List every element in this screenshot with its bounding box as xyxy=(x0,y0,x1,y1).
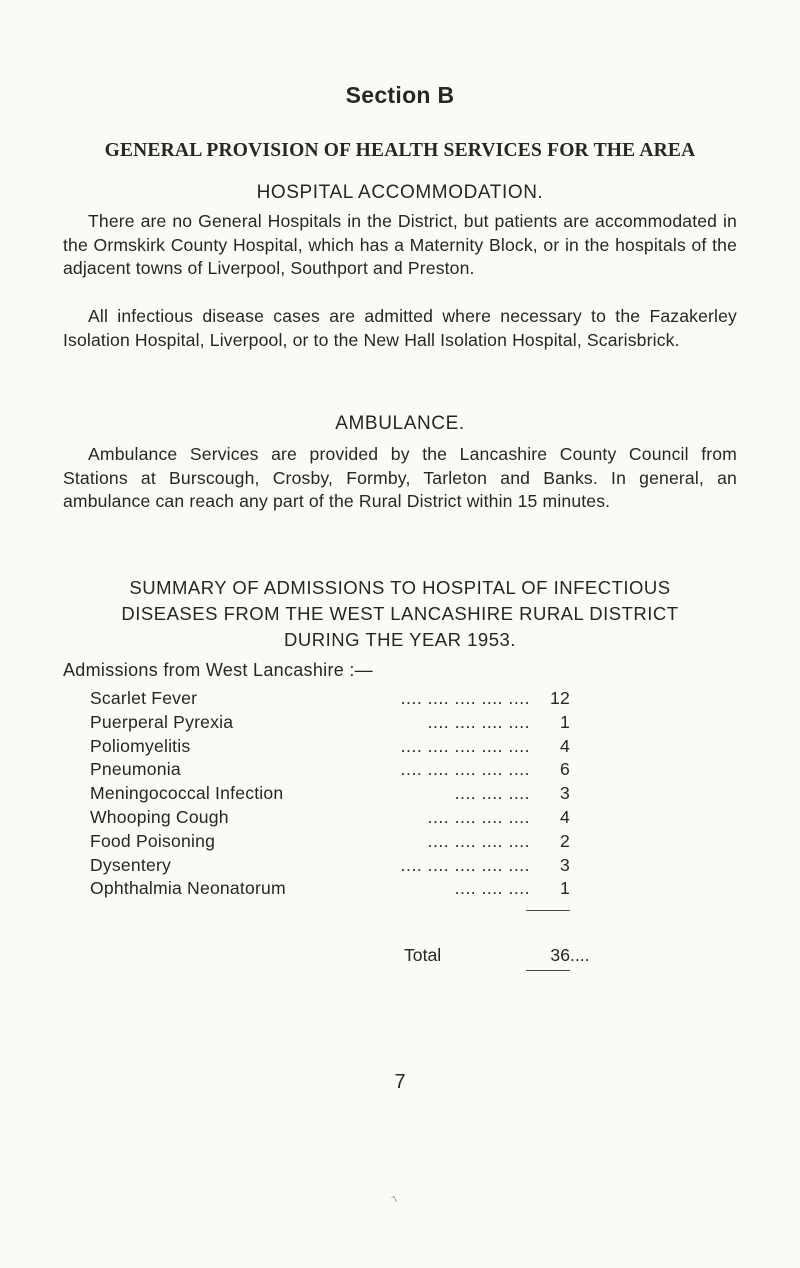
admissions-table xyxy=(90,687,570,901)
admission-count: 3 xyxy=(560,854,570,875)
leader-dots: .... .... .... .... .... xyxy=(400,759,530,780)
ambulance-paragraph: Ambulance Services are provided by the Lancashire County Council from Stations at Burscough, Crosby, Formby, Tarleton and Banks. In general, an ambulance can reach any part of the Rural District within 15 minutes. xyxy=(63,444,737,511)
provision-title: GENERAL PROVISION OF HEALTH SERVICES FOR THE AREA xyxy=(104,140,696,161)
table-row xyxy=(90,735,570,759)
total-row xyxy=(90,943,590,967)
hospital-paragraph-1: There are no General Hospitals in the District, but patients are accommodated in the Ormskirk County Hospital, which has a Maternity Block, or in the hospitals of the adjacent towns of Liverpool, Southport and Preston. xyxy=(63,211,737,278)
hospital-paragraph-2: All infectious disease cases are admitted where necessary to the Fazakerley Isolation Hospital, Liverpool, or to the New Hall Isolation Hospital, Scarisbrick. xyxy=(63,306,737,350)
total-rule-bottom xyxy=(526,970,570,971)
admission-count: 3 xyxy=(560,783,570,804)
leader-dots: .... xyxy=(570,945,590,965)
summary-title-line-2: DISEASES FROM THE WEST LANCASHIRE RURAL DISTRICT xyxy=(121,603,679,624)
leader-dots: .... .... .... .... xyxy=(427,711,530,732)
admission-count: 4 xyxy=(560,806,570,827)
total-label: Total xyxy=(404,945,442,965)
leader-dots: .... .... .... .... xyxy=(427,830,530,851)
admission-count: 4 xyxy=(560,735,570,756)
section-title: Section B xyxy=(345,82,455,108)
disease-label: Dysentery xyxy=(90,854,171,875)
total-value: 36 xyxy=(550,945,570,965)
disease-label: Whooping Cough xyxy=(90,806,229,827)
table-row xyxy=(90,854,570,878)
table-row xyxy=(90,806,570,830)
table-row xyxy=(90,877,570,901)
table-row xyxy=(90,687,570,711)
ambulance-heading: AMBULANCE. xyxy=(335,413,465,434)
leader-dots: .... .... .... .... .... xyxy=(400,688,530,708)
leader-dots: .... .... .... xyxy=(454,783,530,804)
admission-count: 12 xyxy=(550,688,570,708)
leader-dots: .... .... .... .... xyxy=(427,806,530,827)
disease-label: Food Poisoning xyxy=(90,830,216,851)
total-rule-top xyxy=(526,910,570,911)
leader-dots: .... .... .... .... .... xyxy=(400,735,530,756)
summary-title-line-3: DURING THE YEAR 1953. xyxy=(284,629,516,650)
leader-dots: .... .... .... .... .... xyxy=(400,854,530,875)
disease-label: Puerperal Pyrexia xyxy=(90,711,234,732)
disease-label: Pneumonia xyxy=(90,759,181,780)
disease-label: Poliomyelitis xyxy=(90,735,191,756)
page-number: 7 xyxy=(394,1071,406,1093)
table-row xyxy=(90,711,570,735)
summary-title xyxy=(0,575,800,653)
table-row xyxy=(90,758,570,782)
admission-count: 2 xyxy=(560,830,570,851)
paper-speck-mark xyxy=(391,1196,397,1203)
admission-count: 1 xyxy=(560,878,570,899)
disease-label: Scarlet Fever xyxy=(90,688,198,708)
disease-label: Ophthalmia Neonatorum xyxy=(90,878,286,899)
summary-title-line-1: SUMMARY OF ADMISSIONS TO HOSPITAL OF INFECTIOUS xyxy=(129,577,671,598)
admissions-heading: Admissions from West Lancashire :— xyxy=(63,660,373,680)
hospital-heading: HOSPITAL ACCOMMODATION. xyxy=(256,182,544,203)
admission-count: 6 xyxy=(560,759,570,780)
table-row xyxy=(90,782,570,806)
admission-count: 1 xyxy=(560,711,570,732)
leader-dots: .... .... .... xyxy=(454,878,530,899)
table-row xyxy=(90,830,570,854)
disease-label: Meningococcal Infection xyxy=(90,783,284,804)
